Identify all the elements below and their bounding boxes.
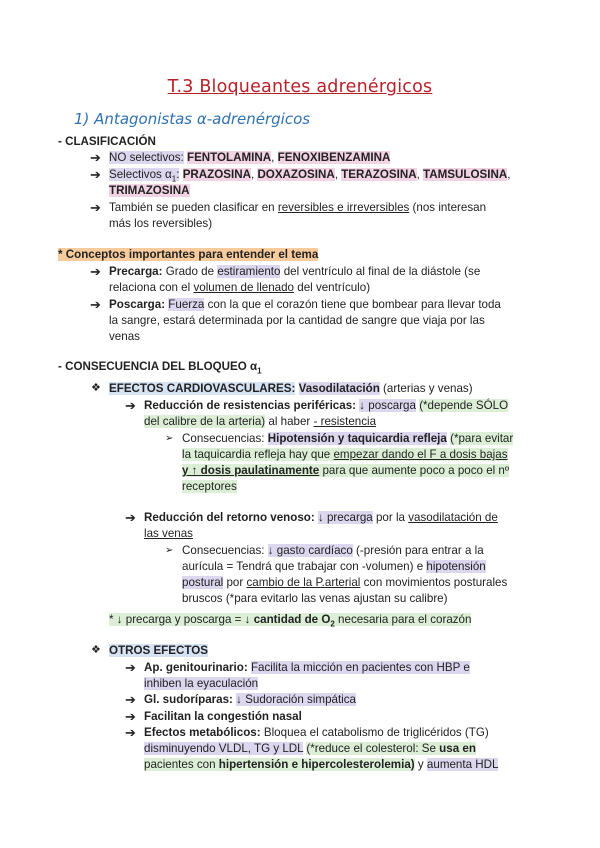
genitourinario-line-2: inhiben la eyaculación: [144, 677, 259, 690]
arrow-icon: ➔: [125, 692, 136, 707]
consecuencias-2-line-4: bruscos (*para evitarlo las venas ajustan su calibre): [182, 592, 448, 605]
retorno-venoso-line-1: Reducción del retorno venoso: ↓ precarga por la vasodilatación de: [144, 511, 498, 524]
otros-efectos-heading: OTROS EFECTOS: [109, 644, 208, 657]
diamond-bullet-icon: ❖: [91, 644, 101, 656]
poscarga-line-1: Poscarga: Fuerza con la que el corazón tiene que bombear para llevar toda: [109, 298, 501, 311]
clasif-line-2b: TRIMAZOSINA: [109, 184, 190, 197]
arrow-icon: ➔: [90, 297, 101, 312]
page-title: T.3 Bloqueantes adrenérgicos: [167, 77, 433, 97]
sudoriparas-line: Gl. sudoríparas: ↓ Sudoración simpática: [144, 693, 357, 706]
metabolicos-line-2: disminuyendo VLDL, TG y LDL (*reduce el colesterol: Se usa en: [144, 742, 476, 755]
consecuencias-2-line-3: postural por cambio de la P.arterial con movimientos posturales: [182, 576, 508, 589]
clasificacion-heading: - CLASIFICACIÓN: [58, 135, 156, 148]
arrow-icon: ➔: [125, 398, 136, 413]
clasif-line-2: Selectivos $\alpha_1$: PRAZOSINA, DOXAZOSINA, TERAZOSINA, TAMSULOSINA,: [109, 168, 511, 184]
consecuencias-1-line-1: Consecuencias: Hipotensión y taquicardia refleja (*para evitar: [182, 432, 514, 445]
arrow-icon: ➔: [90, 264, 101, 279]
retorno-venoso-line-2: las venas: [144, 527, 193, 540]
congestion-nasal-line: Facilitan la congestión nasal: [144, 710, 302, 723]
genitourinario-line-1: Ap. genitourinario: Facilita la micción en pacientes con HBP e: [144, 661, 470, 674]
metabolicos-line-1: Efectos metabólicos: Bloquea el catabolismo de triglicéridos (TG): [144, 726, 489, 739]
poscarga-line-3: venas: [109, 330, 140, 343]
metabolicos-line-3: pacientes con hipertensión e hipercolesterolemia) y aumenta HDL: [144, 758, 499, 771]
precarga-line-2: relaciona con el volumen de llenado del ventrículo): [109, 281, 371, 294]
poscarga-line-2: la sangre, estará determinada por la cantidad de sangre que viaja por las: [109, 314, 485, 327]
arrow-icon: ➔: [90, 167, 101, 182]
consecuencias-2-line-2: aurícula = Tendrá que trabajar con -volumen) e hipotensión: [182, 560, 486, 573]
arrow-icon: ➔: [125, 725, 136, 740]
chevron-right-icon: ➢: [165, 433, 174, 444]
consecuencia-heading: - CONSECUENCIA DEL BLOQUEO $\alpha_1$: [58, 360, 262, 376]
diamond-bullet-icon: ❖: [91, 382, 101, 394]
resistencias-line-2: del calibre de la arteria) al haber - resistencia: [144, 415, 377, 428]
arrow-icon: ➔: [125, 709, 136, 724]
chevron-right-icon: ➢: [165, 545, 174, 556]
clasif-line-3b: más los reversibles): [109, 217, 213, 230]
consecuencias-2-line-1: Consecuencias: ↓ gasto cardíaco (-presión para entrar a la: [182, 544, 484, 557]
nota-oxigeno: * ↓ precarga y poscarga = ↓ cantidad de $O_2$ necesaria para el corazón: [109, 613, 472, 629]
efectos-cardiovasculares-line: EFECTOS CARDIOVASCULARES: Vasodilatación (arterias y venas): [109, 382, 473, 395]
clasif-line-3: También se pueden clasificar en reversibles e irreversibles (nos interesan: [109, 201, 487, 214]
clasif-line-1: NO selectivos: FENTOLAMINA, FENOXIBENZAMINA: [109, 151, 391, 164]
consecuencias-1-line-4: receptores: [182, 480, 237, 493]
section-heading-antagonistas: 1) Antagonistas α-adrenérgicos: [74, 110, 311, 128]
arrow-icon: ➔: [90, 150, 101, 165]
arrow-icon: ➔: [90, 200, 101, 215]
precarga-line-1: Precarga: Grado de estiramiento del ventrículo al final de la diástole (se: [109, 265, 481, 278]
arrow-icon: ➔: [125, 510, 136, 525]
consecuencias-1-line-3: y ↑ dosis paulatinamente para que aumente poco a poco el nº: [182, 464, 510, 477]
conceptos-heading: * Conceptos importantes para entender el tema: [58, 248, 319, 261]
arrow-icon: ➔: [125, 660, 136, 675]
consecuencias-1-line-2: la taquicardia refleja hay que empezar dando el F a dosis bajas: [182, 448, 508, 461]
resistencias-line-1: Reducción de resistencias periféricas: ↓ poscarga (*depende SÓLO: [144, 399, 509, 412]
